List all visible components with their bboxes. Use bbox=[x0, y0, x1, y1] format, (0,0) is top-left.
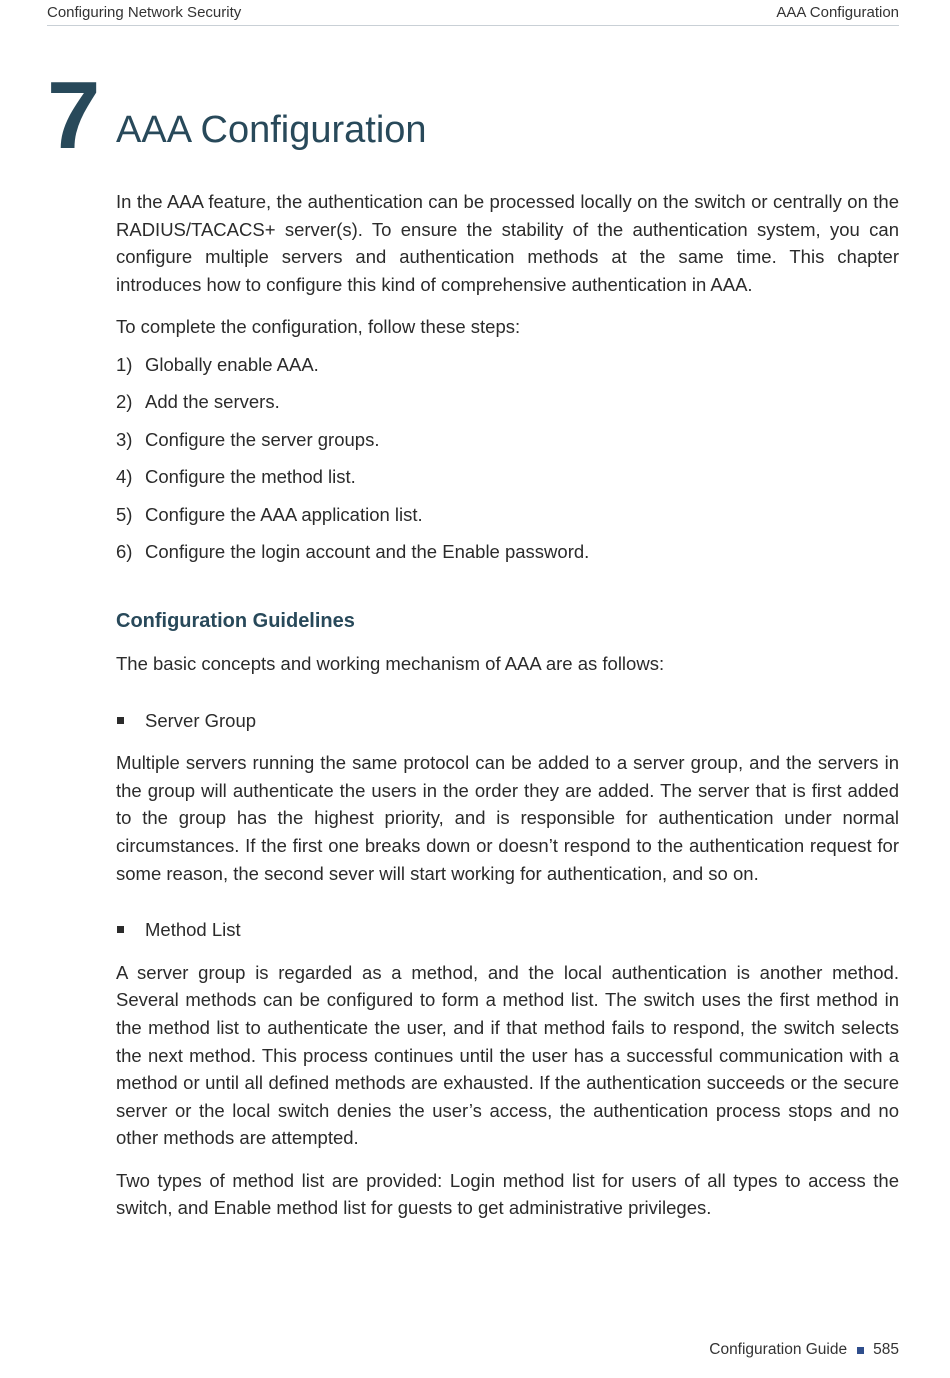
step-number: 3) bbox=[116, 428, 133, 450]
list-item bbox=[116, 426, 899, 464]
footer-square-icon bbox=[857, 1347, 864, 1354]
footer-label: Configuration Guide bbox=[709, 1341, 848, 1358]
step-number: 6) bbox=[116, 541, 133, 563]
intro-paragraph: In the AAA feature, the authentication can be processed locally on the switch or centrally on the RADIUS/TACACS+ server(s). To ensure the stability of the authentication system, you can configure multiple servers and authentication methods at the same time. This chapter introduces how to configure this kind of comprehensive authentication in AAA. bbox=[116, 191, 899, 295]
chapter-number: 7 bbox=[47, 62, 99, 169]
step-number: 4) bbox=[116, 466, 133, 488]
steps-intro: To complete the configuration, follow these steps: bbox=[116, 316, 521, 338]
page-number: 585 bbox=[873, 1341, 899, 1358]
method-list-paragraph: A server group is regarded as a method, and the local authentication is another method. Several methods can be configured to form a method list. The switch uses the first method in the method list to authenticate the user, and if that method fails to respond, the switch selects the next method. This process continues until the user has a successful communication with a method or until all defined methods are exhausted. If the authentication succeeds or the secure server or the local switch denies the user’s access, the authentication process stops and no other methods are attempted. bbox=[116, 961, 899, 1149]
chapter-title: AAA Configuration bbox=[116, 109, 427, 151]
list-item bbox=[116, 538, 899, 576]
bullet-label: Server Group bbox=[145, 709, 257, 731]
page-header bbox=[47, 4, 899, 26]
list-item bbox=[116, 501, 899, 539]
bullet-square-icon bbox=[117, 717, 124, 724]
step-text: Configure the AAA application list. bbox=[145, 503, 423, 525]
method-list-bullet bbox=[116, 916, 899, 944]
page-footer bbox=[709, 1341, 899, 1359]
section-heading: Configuration Guidelines bbox=[116, 609, 355, 632]
header-section-title: Configuring Network Security bbox=[47, 4, 242, 21]
step-text: Configure the login account and the Enable password. bbox=[145, 541, 590, 563]
steps-list bbox=[116, 351, 899, 576]
bullet-square-icon bbox=[117, 926, 124, 933]
header-chapter-title: AAA Configuration bbox=[776, 4, 899, 21]
main-content bbox=[116, 188, 899, 1222]
list-item bbox=[116, 388, 899, 426]
step-text: Configure the server groups. bbox=[145, 428, 380, 450]
step-number: 5) bbox=[116, 503, 133, 525]
step-text: Configure the method list. bbox=[145, 466, 356, 488]
bullet-label: Method List bbox=[145, 919, 241, 941]
step-number: 1) bbox=[116, 353, 133, 375]
method-list-types-paragraph: Two types of method list are provided: Login method list for users of all types to access the switch, and Enable method list for guests to get administrative privileges. bbox=[116, 1169, 899, 1219]
step-text: Globally enable AAA. bbox=[145, 353, 319, 375]
step-number: 2) bbox=[116, 391, 133, 413]
list-item bbox=[116, 463, 899, 501]
guidelines-intro: The basic concepts and working mechanism of AAA are as follows: bbox=[116, 652, 665, 674]
server-group-paragraph: Multiple servers running the same protocol can be added to a server group, and the servers in the group will authenticate the users in the order they are added. The server that is first added to the group has the highest priority, and is responsible for authentication under normal circumstances. If the first one breaks down or doesn’t respond to the authentication request for some reason, the second sever will start working for authentication, and so on. bbox=[116, 752, 899, 884]
server-group-bullet bbox=[116, 707, 899, 735]
list-item bbox=[116, 351, 899, 389]
step-text: Add the servers. bbox=[145, 391, 280, 413]
